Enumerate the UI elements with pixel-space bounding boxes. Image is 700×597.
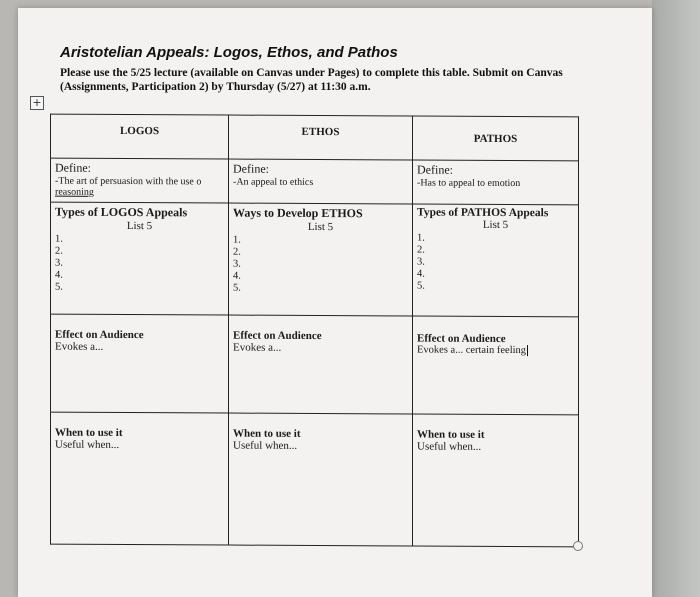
define-logos-wrap: reasoning: [55, 186, 94, 198]
list-label: List 5: [482, 218, 509, 232]
list-number: 1.: [55, 233, 63, 245]
column-header-ethos: ETHOS: [229, 115, 413, 160]
background-edge: [652, 0, 700, 597]
when-label: When to use it: [417, 428, 485, 441]
header-row: [51, 114, 579, 161]
cell-when-pathos[interactable]: [413, 414, 579, 547]
cell-effect-ethos[interactable]: [229, 315, 413, 414]
cell-types-logos[interactable]: [51, 202, 229, 315]
effect-row: [51, 314, 579, 415]
list-number: 4.: [233, 270, 241, 282]
column-header-logos: LOGOS: [51, 114, 229, 159]
cell-when-logos[interactable]: [51, 412, 229, 545]
define-label: Define:: [55, 160, 91, 175]
types-pathos-heading: Types of PATHOS Appeals: [417, 206, 549, 220]
when-row: [51, 412, 579, 547]
list-number: 1.: [417, 232, 425, 244]
define-ethos-text: -An appeal to ethics: [233, 176, 314, 188]
list-number: 5.: [55, 281, 63, 293]
list-number: 5.: [233, 282, 241, 294]
effect-label: Effect on Audience: [417, 332, 506, 346]
when-prompt: Useful when...: [233, 439, 298, 452]
effect-pathos-answer: [417, 345, 574, 357]
appeals-table: [50, 114, 579, 548]
list-number: 5.: [417, 280, 425, 292]
cell-when-ethos[interactable]: [229, 413, 413, 546]
when-prompt: Useful when...: [55, 438, 120, 451]
numbered-list: [417, 233, 574, 294]
instructions-text: Please use the 5/25 lecture (available on Canvas under Pages) to complete this table. Submit on Canvas (Assignments, Participation 2) by Thursday (5/27) at 11:30 a.m.: [60, 67, 563, 93]
list-number: 2.: [417, 244, 425, 256]
define-label: Define:: [417, 162, 453, 177]
effect-label: Effect on Audience: [233, 329, 322, 343]
cell-define-ethos[interactable]: [229, 159, 413, 204]
table-move-handle-icon[interactable]: +: [30, 96, 44, 110]
effect-prompt: Evokes a...: [55, 340, 104, 353]
page-title: Aristotelian Appeals: Logos, Ethos, and Pathos: [60, 44, 398, 61]
types-ethos-heading: Ways to Develop ETHOS: [233, 205, 363, 221]
list-label: List 5: [126, 220, 153, 233]
cell-types-ethos[interactable]: [229, 203, 413, 316]
define-row: [51, 158, 579, 205]
types-row: [51, 202, 579, 317]
list-number: 3.: [233, 258, 241, 270]
define-pathos-text: -Has to appeal to emotion: [417, 177, 521, 190]
numbered-list: [233, 235, 408, 296]
cell-effect-logos[interactable]: [51, 314, 229, 413]
list-number: 1.: [233, 234, 241, 246]
cell-define-logos[interactable]: [51, 158, 229, 203]
table-resize-handle-icon[interactable]: [573, 541, 583, 551]
list-number: 3.: [417, 256, 425, 268]
cell-define-pathos[interactable]: [413, 160, 579, 205]
when-label: When to use it: [233, 427, 301, 440]
list-label: List 5: [307, 220, 334, 234]
effect-label: Effect on Audience: [55, 328, 144, 342]
effect-pathos-answer-text: Evokes a... certain feeling: [417, 344, 527, 357]
list-number: 4.: [417, 268, 425, 280]
when-label: When to use it: [55, 426, 123, 439]
effect-prompt: Evokes a...: [233, 341, 282, 354]
list-number: 2.: [55, 245, 63, 257]
column-header-pathos: PATHOS: [413, 116, 579, 161]
define-label: Define:: [233, 161, 269, 176]
when-prompt: Useful when...: [417, 440, 482, 453]
types-logos-heading: Types of LOGOS Appeals: [55, 204, 188, 220]
cell-effect-pathos[interactable]: [413, 316, 579, 415]
list-number: 2.: [233, 246, 241, 258]
text-cursor: [527, 345, 528, 356]
numbered-list: [55, 234, 224, 295]
define-logos-text: -The art of persuasion with the use o: [55, 175, 202, 188]
list-number: 4.: [55, 269, 63, 281]
list-number: 3.: [55, 257, 63, 269]
cell-types-pathos[interactable]: [413, 204, 579, 317]
